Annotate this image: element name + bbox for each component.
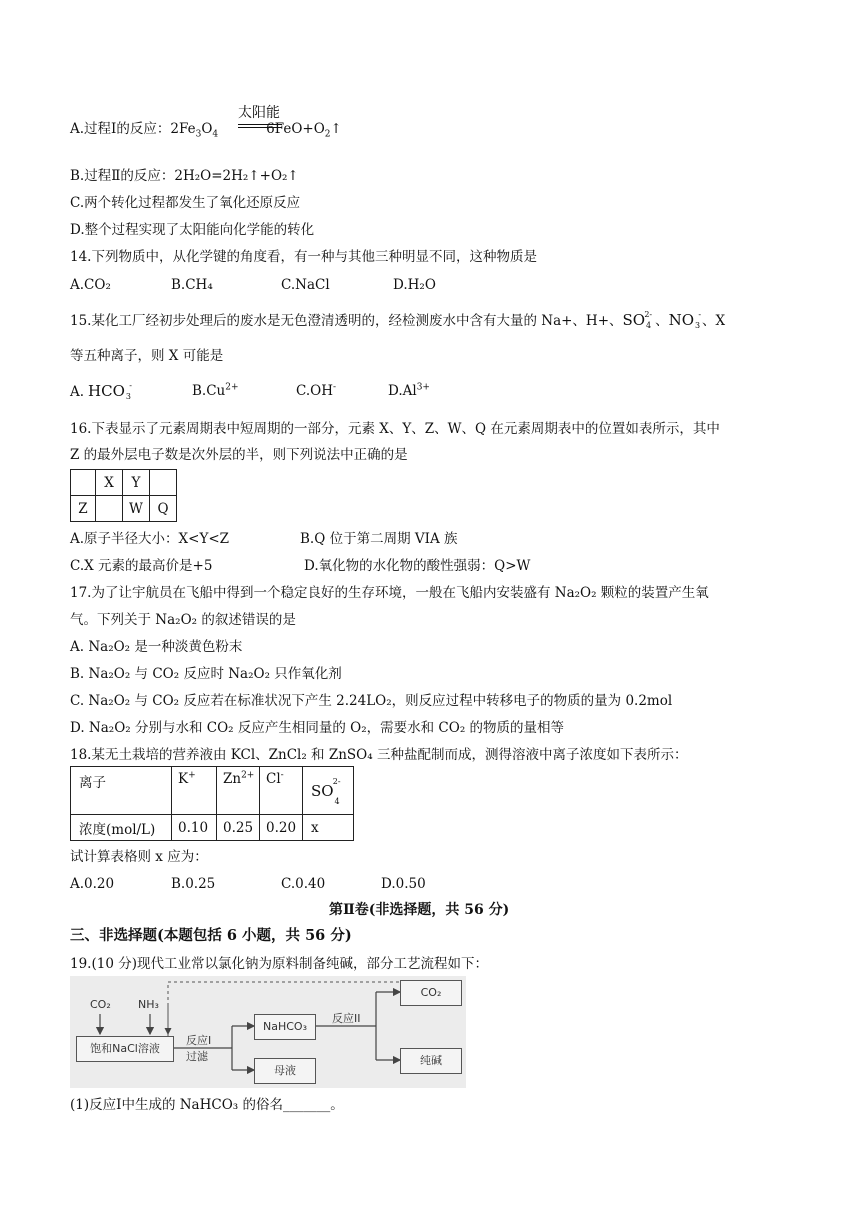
ion-concentration-table xyxy=(70,766,354,841)
q18-after: 试计算表格则 x 应为： xyxy=(70,849,208,865)
table-cell: W xyxy=(123,496,150,522)
saturated-nacl-box: 饱和NaCl溶液 xyxy=(76,1036,174,1062)
table-cell: Z xyxy=(71,496,96,522)
co2-output-box: CO₂ xyxy=(400,980,462,1006)
q17-option-b: B. Na₂O₂ 与 CO₂ 反应时 Na₂O₂ 只作氧化剂 xyxy=(70,666,342,682)
q13-option-d: D.整个过程实现了太阳能向化学能的转化 xyxy=(70,222,315,238)
filter-label: 过滤 xyxy=(186,1050,208,1063)
q18-option-a: A.0.20 xyxy=(70,876,115,892)
q17-stem-line1: 17.为了让宇航员在飞船中得到一个稳定良好的生存环境，一般在飞船内安装盛有 Na₂O₂ 颗粒的装置产生氧 xyxy=(70,585,709,601)
q14-stem: 14.下列物质中，从化学键的角度看，有一种与其他三种明显不同，这种物质是 xyxy=(70,249,537,265)
q17-option-d: D. Na₂O₂ 分别与水和 CO₂ 反应产生相同量的 O₂，需要水和 CO₂ 的物质的量相等 xyxy=(70,720,565,736)
table-row-label: 浓度(mol/L) xyxy=(71,815,172,841)
q13-option-c: C.两个转化过程都发生了氧化还原反应 xyxy=(70,195,301,211)
q15-option-c: C.OH- xyxy=(296,382,337,399)
nahco3-box: NaHCO₃ xyxy=(254,1014,316,1040)
q18-option-d: D.0.50 xyxy=(381,876,426,892)
q17-option-a: A. Na₂O₂ 是一种淡黄色粉末 xyxy=(70,639,243,655)
table-header: SO 2- 4 xyxy=(303,767,354,815)
reaction1-label: 反应I xyxy=(186,1034,212,1047)
mother-liquor-box: 母液 xyxy=(254,1058,316,1084)
q16-option-b: B.Q 位于第二周期 VIA 族 xyxy=(300,531,458,547)
q15-option-d: $D.Al^{3+}$ xyxy=(388,382,430,399)
table-header: $Zn^{2+}$ xyxy=(217,767,260,815)
reaction2-label: 反应II xyxy=(332,1012,361,1025)
process-flow-diagram xyxy=(70,976,466,1088)
periodic-table-fragment xyxy=(70,469,177,522)
table-cell: 0.25 xyxy=(217,815,260,841)
table-cell: Q xyxy=(150,496,177,522)
q16-option-c: C.X 元素的最高价是+5 xyxy=(70,558,213,574)
soda-ash-box: 纯碱 xyxy=(400,1048,462,1074)
q19-subquestion-1: (1)反应Ⅰ中生成的 NaHCO₃ 的俗名_______。 xyxy=(70,1097,344,1113)
q17-option-c: C. Na₂O₂ 与 CO₂ 反应若在标准状况下产生 2.24LO₂，则反应过程中转移电子的物质的量为 0.2mol xyxy=(70,693,673,709)
table-header: K+ xyxy=(172,767,217,815)
q14-option-c: C.NaCl xyxy=(281,277,330,293)
q15-stem-line2: 等五种离子，则 X 可能是 xyxy=(70,348,224,364)
q18-option-b: B.0.25 xyxy=(171,876,216,892)
q14-option-d: D.H₂O xyxy=(393,277,436,293)
q17-stem-line2: 气。下列关于 Na₂O₂ 的叙述错误的是 xyxy=(70,612,296,628)
q16-stem-line1: 16.下表显示了元素周期表中短周期的一部分，元素 X、Y、Z、W、Q 在元素周期表中的位置如表所示，其中 xyxy=(70,421,720,437)
table-cell: X xyxy=(96,470,123,496)
table-cell xyxy=(96,496,123,522)
part2-title: 第Ⅱ卷(非选择题，共 56 分) xyxy=(329,902,510,918)
q15-stem-line1: 15.某化工厂经初步处理后的废水是无色澄清透明的，经检测废水中含有大量的 Na+、H+、SO 2- 4 、NO - 3 、X xyxy=(70,310,726,330)
nh3-input-label: NH₃ xyxy=(138,998,159,1011)
q16-stem-line2: Z 的最外层电子数是次外层的半，则下列说法中正确的是 xyxy=(70,447,408,463)
q15-option-b: $B.Cu^{2+}$ xyxy=(192,382,239,399)
table-cell xyxy=(150,470,177,496)
q14-option-a: A.CO₂ xyxy=(70,277,111,293)
table-cell: Y xyxy=(123,470,150,496)
q13-option-b: B.过程Ⅱ的反应：2H₂O=2H₂↑+O₂↑ xyxy=(70,168,299,184)
q16-option-a: A.原子半径大小：X<Y<Z xyxy=(70,531,230,547)
q13-option-a: A.过程Ⅰ的反应：$2Fe_3O_4$ $6FeO+O_2↑$ xyxy=(70,121,342,140)
table-cell: 0.20 xyxy=(260,815,303,841)
q19-stem: 19.(10 分)现代工业常以氯化钠为原料制备纯碱，部分工艺流程如下： xyxy=(70,956,488,972)
table-cell xyxy=(71,470,96,496)
table-cell: x xyxy=(303,815,354,841)
co2-input-label: CO₂ xyxy=(90,998,111,1011)
table-header: Cl- xyxy=(260,767,303,815)
table-header: 离子 xyxy=(71,767,172,815)
q18-stem: 18.某无土栽培的营养液由 KCl、ZnCl₂ 和 ZnSO₄ 三种盐配制而成，测得溶液中离子浓度如下表所示： xyxy=(70,747,688,763)
q15-option-a: A. HCO - 3 xyxy=(70,381,132,401)
q14-option-b: B.CH₄ xyxy=(171,277,213,293)
table-cell: 0.10 xyxy=(172,815,217,841)
q13-condition: 太阳能 xyxy=(238,105,280,121)
q16-option-d: D.氧化物的水化物的酸性强弱：Q>W xyxy=(304,558,531,574)
q18-option-c: C.0.40 xyxy=(281,876,326,892)
section-heading: 三、非选择题(本题包括 6 小题，共 56 分) xyxy=(70,927,352,944)
